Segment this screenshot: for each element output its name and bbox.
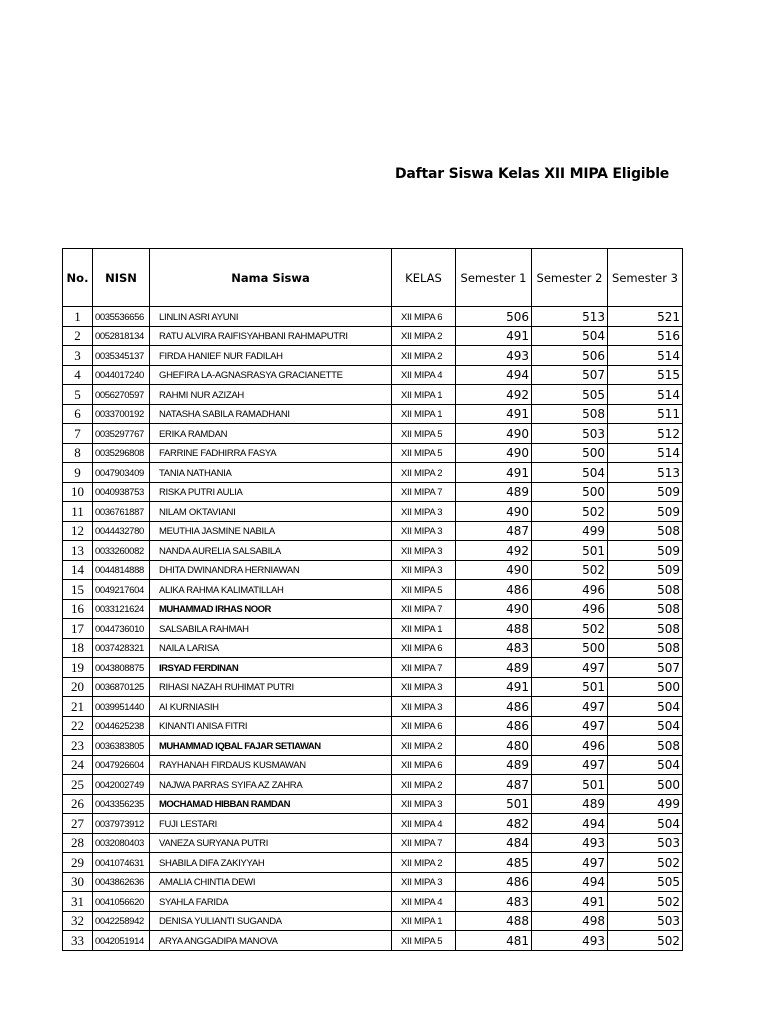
row-number-cell: 27 — [63, 814, 93, 834]
row-number-cell: 3 — [63, 346, 93, 366]
row-number-cell: 17 — [63, 619, 93, 639]
nisn-cell: 0039951440 — [93, 697, 150, 717]
semester-1-cell: 487 — [456, 521, 532, 541]
semester-1-cell: 489 — [456, 755, 532, 775]
row-number-cell: 12 — [63, 521, 93, 541]
table-row — [63, 697, 683, 717]
header-nama-siswa: Nama Siswa — [150, 249, 392, 307]
student-name-cell: RISKA PUTRI AULIA — [150, 482, 392, 502]
semester-1-cell: 483 — [456, 892, 532, 912]
semester-3-cell: 507 — [608, 658, 683, 678]
semester-2-cell: 502 — [532, 560, 608, 580]
semester-2-cell: 502 — [532, 502, 608, 522]
semester-3-cell: 504 — [608, 716, 683, 736]
semester-2-cell: 496 — [532, 580, 608, 600]
row-number-cell: 14 — [63, 560, 93, 580]
nisn-cell: 0044432780 — [93, 521, 150, 541]
table-row — [63, 541, 683, 561]
table-row — [63, 404, 683, 424]
header-semester-1: Semester 1 — [456, 249, 532, 307]
row-number-cell: 10 — [63, 482, 93, 502]
nisn-cell: 0035536656 — [93, 307, 150, 327]
row-number-cell: 30 — [63, 872, 93, 892]
class-cell: XII MIPA 4 — [392, 892, 456, 912]
semester-3-cell: 508 — [608, 599, 683, 619]
semester-1-cell: 484 — [456, 833, 532, 853]
semester-3-cell: 509 — [608, 482, 683, 502]
row-number-cell: 18 — [63, 638, 93, 658]
student-name-cell: FUJI LESTARI — [150, 814, 392, 834]
table-row — [63, 775, 683, 795]
nisn-cell: 0035297767 — [93, 424, 150, 444]
nisn-cell: 0043862636 — [93, 872, 150, 892]
row-number-cell: 23 — [63, 736, 93, 756]
semester-2-cell: 499 — [532, 521, 608, 541]
class-cell: XII MIPA 3 — [392, 521, 456, 541]
table-row — [63, 385, 683, 405]
nisn-cell: 0041056620 — [93, 892, 150, 912]
semester-2-cell: 500 — [532, 482, 608, 502]
semester-1-cell: 483 — [456, 638, 532, 658]
class-cell: XII MIPA 3 — [392, 560, 456, 580]
nisn-cell: 0044814888 — [93, 560, 150, 580]
row-number-cell: 24 — [63, 755, 93, 775]
semester-2-cell: 493 — [532, 931, 608, 951]
class-cell: XII MIPA 6 — [392, 755, 456, 775]
semester-2-cell: 501 — [532, 541, 608, 561]
semester-3-cell: 513 — [608, 463, 683, 483]
semester-3-cell: 503 — [608, 911, 683, 931]
nisn-cell: 0036870125 — [93, 677, 150, 697]
row-number-cell: 2 — [63, 326, 93, 346]
nisn-cell: 0037973912 — [93, 814, 150, 834]
semester-2-cell: 498 — [532, 911, 608, 931]
header-semester-3: Semester 3 — [608, 249, 683, 307]
semester-2-cell: 497 — [532, 755, 608, 775]
semester-2-cell: 502 — [532, 619, 608, 639]
semester-1-cell: 490 — [456, 443, 532, 463]
semester-2-cell: 501 — [532, 775, 608, 795]
nisn-cell: 0052818134 — [93, 326, 150, 346]
nisn-cell: 0044017240 — [93, 365, 150, 385]
student-name-cell: FIRDA HANIEF NUR FADILAH — [150, 346, 392, 366]
row-number-cell: 9 — [63, 463, 93, 483]
semester-3-cell: 504 — [608, 697, 683, 717]
table-row — [63, 677, 683, 697]
semester-2-cell: 501 — [532, 677, 608, 697]
student-name-cell: TANIA NATHANIA — [150, 463, 392, 483]
student-name-cell: RAHMI NUR AZIZAH — [150, 385, 392, 405]
nisn-cell: 0040938753 — [93, 482, 150, 502]
semester-2-cell: 506 — [532, 346, 608, 366]
class-cell: XII MIPA 3 — [392, 541, 456, 561]
semester-2-cell: 503 — [532, 424, 608, 444]
student-name-cell: DHITA DWINANDRA HERNIAWAN — [150, 560, 392, 580]
student-name-cell: RAYHANAH FIRDAUS KUSMAWAN — [150, 755, 392, 775]
semester-2-cell: 500 — [532, 443, 608, 463]
semester-1-cell: 491 — [456, 404, 532, 424]
row-number-cell: 22 — [63, 716, 93, 736]
semester-1-cell: 493 — [456, 346, 532, 366]
class-cell: XII MIPA 7 — [392, 658, 456, 678]
semester-3-cell: 508 — [608, 521, 683, 541]
semester-2-cell: 497 — [532, 853, 608, 873]
table-row — [63, 424, 683, 444]
semester-2-cell: 508 — [532, 404, 608, 424]
semester-3-cell: 508 — [608, 736, 683, 756]
nisn-cell: 0033700192 — [93, 404, 150, 424]
student-name-cell: ERIKA RAMDAN — [150, 424, 392, 444]
table-row — [63, 502, 683, 522]
semester-3-cell: 515 — [608, 365, 683, 385]
semester-1-cell: 482 — [456, 814, 532, 834]
table-row — [63, 365, 683, 385]
student-name-cell: MEUTHIA JASMINE NABILA — [150, 521, 392, 541]
semester-1-cell: 489 — [456, 482, 532, 502]
class-cell: XII MIPA 1 — [392, 619, 456, 639]
student-name-cell: NANDA AURELIA SALSABILA — [150, 541, 392, 561]
table-row — [63, 580, 683, 600]
semester-2-cell: 504 — [532, 463, 608, 483]
class-cell: XII MIPA 5 — [392, 931, 456, 951]
student-name-cell: FARRINE FADHIRRA FASYA — [150, 443, 392, 463]
student-name-cell: VANEZA SURYANA PUTRI — [150, 833, 392, 853]
nisn-cell: 0056270597 — [93, 385, 150, 405]
nisn-cell: 0043808875 — [93, 658, 150, 678]
semester-2-cell: 505 — [532, 385, 608, 405]
header-no: No. — [63, 249, 93, 307]
nisn-cell: 0042258942 — [93, 911, 150, 931]
student-name-cell: ARYA ANGGADIPA MANOVA — [150, 931, 392, 951]
semester-2-cell: 496 — [532, 736, 608, 756]
class-cell: XII MIPA 1 — [392, 911, 456, 931]
semester-3-cell: 502 — [608, 853, 683, 873]
class-cell: XII MIPA 6 — [392, 716, 456, 736]
nisn-cell: 0041074631 — [93, 853, 150, 873]
nisn-cell: 0032080403 — [93, 833, 150, 853]
row-number-cell: 26 — [63, 794, 93, 814]
table-row — [63, 346, 683, 366]
row-number-cell: 28 — [63, 833, 93, 853]
nisn-cell: 0047903409 — [93, 463, 150, 483]
semester-1-cell: 487 — [456, 775, 532, 795]
nisn-cell: 0035296808 — [93, 443, 150, 463]
nisn-cell: 0042002749 — [93, 775, 150, 795]
semester-2-cell: 497 — [532, 658, 608, 678]
semester-1-cell: 490 — [456, 502, 532, 522]
semester-2-cell: 494 — [532, 872, 608, 892]
student-name-cell: MOCHAMAD HIBBAN RAMDAN — [150, 794, 392, 814]
semester-1-cell: 501 — [456, 794, 532, 814]
semester-1-cell: 494 — [456, 365, 532, 385]
header-semester-2: Semester 2 — [532, 249, 608, 307]
semester-2-cell: 489 — [532, 794, 608, 814]
semester-1-cell: 481 — [456, 931, 532, 951]
semester-3-cell: 504 — [608, 755, 683, 775]
student-name-cell: NAJWA PARRAS SYIFA AZ ZAHRA — [150, 775, 392, 795]
semester-2-cell: 491 — [532, 892, 608, 912]
class-cell: XII MIPA 2 — [392, 775, 456, 795]
semester-3-cell: 508 — [608, 638, 683, 658]
semester-1-cell: 490 — [456, 424, 532, 444]
table-row — [63, 833, 683, 853]
student-name-cell: SYAHLA FARIDA — [150, 892, 392, 912]
table-row — [63, 872, 683, 892]
row-number-cell: 11 — [63, 502, 93, 522]
row-number-cell: 21 — [63, 697, 93, 717]
nisn-cell: 0047926604 — [93, 755, 150, 775]
semester-3-cell: 508 — [608, 580, 683, 600]
semester-1-cell: 488 — [456, 619, 532, 639]
table-row — [63, 482, 683, 502]
nisn-cell: 0033260082 — [93, 541, 150, 561]
nisn-cell: 0049217604 — [93, 580, 150, 600]
table-row — [63, 736, 683, 756]
student-table — [62, 248, 683, 951]
class-cell: XII MIPA 5 — [392, 443, 456, 463]
semester-3-cell: 504 — [608, 814, 683, 834]
nisn-cell: 0035345137 — [93, 346, 150, 366]
semester-1-cell: 492 — [456, 385, 532, 405]
student-name-cell: IRSYAD FERDINAN — [150, 658, 392, 678]
semester-3-cell: 502 — [608, 931, 683, 951]
semester-3-cell: 514 — [608, 385, 683, 405]
student-name-cell: RATU ALVIRA RAIFISYAHBANI RAHMAPUTRI — [150, 326, 392, 346]
student-name-cell: ALIKA RAHMA KALIMATILLAH — [150, 580, 392, 600]
row-number-cell: 4 — [63, 365, 93, 385]
table-row — [63, 619, 683, 639]
semester-2-cell: 504 — [532, 326, 608, 346]
student-name-cell: NILAM OKTAVIANI — [150, 502, 392, 522]
class-cell: XII MIPA 2 — [392, 853, 456, 873]
table-row — [63, 658, 683, 678]
semester-1-cell: 485 — [456, 853, 532, 873]
table-row — [63, 307, 683, 327]
row-number-cell: 16 — [63, 599, 93, 619]
row-number-cell: 33 — [63, 931, 93, 951]
row-number-cell: 25 — [63, 775, 93, 795]
semester-3-cell: 514 — [608, 346, 683, 366]
student-name-cell: KINANTI ANISA FITRI — [150, 716, 392, 736]
table-row — [63, 794, 683, 814]
student-name-cell: NATASHA SABILA RAMADHANI — [150, 404, 392, 424]
nisn-cell: 0044625238 — [93, 716, 150, 736]
semester-3-cell: 509 — [608, 560, 683, 580]
semester-3-cell: 503 — [608, 833, 683, 853]
semester-2-cell: 496 — [532, 599, 608, 619]
student-name-cell: MUHAMMAD IQBAL FAJAR SETIAWAN — [150, 736, 392, 756]
class-cell: XII MIPA 1 — [392, 385, 456, 405]
row-number-cell: 15 — [63, 580, 93, 600]
class-cell: XII MIPA 2 — [392, 736, 456, 756]
semester-2-cell: 500 — [532, 638, 608, 658]
student-name-cell: MUHAMMAD IRHAS NOOR — [150, 599, 392, 619]
semester-1-cell: 491 — [456, 677, 532, 697]
semester-3-cell: 508 — [608, 619, 683, 639]
nisn-cell: 0036383805 — [93, 736, 150, 756]
class-cell: XII MIPA 5 — [392, 580, 456, 600]
table-row — [63, 443, 683, 463]
row-number-cell: 29 — [63, 853, 93, 873]
class-cell: XII MIPA 3 — [392, 677, 456, 697]
class-cell: XII MIPA 7 — [392, 833, 456, 853]
class-cell: XII MIPA 4 — [392, 365, 456, 385]
table-row — [63, 814, 683, 834]
semester-1-cell: 506 — [456, 307, 532, 327]
semester-1-cell: 480 — [456, 736, 532, 756]
nisn-cell: 0043356235 — [93, 794, 150, 814]
row-number-cell: 6 — [63, 404, 93, 424]
class-cell: XII MIPA 2 — [392, 463, 456, 483]
semester-1-cell: 492 — [456, 541, 532, 561]
semester-3-cell: 505 — [608, 872, 683, 892]
class-cell: XII MIPA 3 — [392, 794, 456, 814]
row-number-cell: 31 — [63, 892, 93, 912]
class-cell: XII MIPA 3 — [392, 697, 456, 717]
student-name-cell: SALSABILA RAHMAH — [150, 619, 392, 639]
semester-2-cell: 494 — [532, 814, 608, 834]
semester-1-cell: 490 — [456, 560, 532, 580]
semester-1-cell: 486 — [456, 697, 532, 717]
table-header — [63, 249, 683, 307]
semester-3-cell: 500 — [608, 677, 683, 697]
class-cell: XII MIPA 7 — [392, 599, 456, 619]
nisn-cell: 0042051914 — [93, 931, 150, 951]
student-name-cell: LINLIN ASRI AYUNI — [150, 307, 392, 327]
class-cell: XII MIPA 2 — [392, 326, 456, 346]
student-name-cell: NAILA LARISA — [150, 638, 392, 658]
semester-1-cell: 486 — [456, 716, 532, 736]
student-name-cell: AI KURNIASIH — [150, 697, 392, 717]
semester-3-cell: 511 — [608, 404, 683, 424]
row-number-cell: 1 — [63, 307, 93, 327]
row-number-cell: 19 — [63, 658, 93, 678]
class-cell: XII MIPA 3 — [392, 872, 456, 892]
header-row — [63, 249, 683, 307]
student-name-cell: RIHASI NAZAH RUHIMAT PUTRI — [150, 677, 392, 697]
semester-3-cell: 500 — [608, 775, 683, 795]
semester-3-cell: 516 — [608, 326, 683, 346]
header-nisn: NISN — [93, 249, 150, 307]
table-row — [63, 892, 683, 912]
nisn-cell: 0037428321 — [93, 638, 150, 658]
table-row — [63, 463, 683, 483]
row-number-cell: 8 — [63, 443, 93, 463]
student-name-cell: SHABILA DIFA ZAKIYYAH — [150, 853, 392, 873]
class-cell: XII MIPA 4 — [392, 814, 456, 834]
nisn-cell: 0036761887 — [93, 502, 150, 522]
class-cell: XII MIPA 2 — [392, 346, 456, 366]
semester-1-cell: 491 — [456, 463, 532, 483]
semester-3-cell: 502 — [608, 892, 683, 912]
student-name-cell: DENISA YULIANTI SUGANDA — [150, 911, 392, 931]
row-number-cell: 20 — [63, 677, 93, 697]
table-body — [63, 307, 683, 951]
class-cell: XII MIPA 5 — [392, 424, 456, 444]
semester-3-cell: 499 — [608, 794, 683, 814]
header-kelas: KELAS — [392, 249, 456, 307]
semester-1-cell: 488 — [456, 911, 532, 931]
student-name-cell: AMALIA CHINTIA DEWI — [150, 872, 392, 892]
table-row — [63, 911, 683, 931]
row-number-cell: 7 — [63, 424, 93, 444]
semester-2-cell: 513 — [532, 307, 608, 327]
row-number-cell: 13 — [63, 541, 93, 561]
row-number-cell: 32 — [63, 911, 93, 931]
semester-2-cell: 497 — [532, 716, 608, 736]
table-row — [63, 638, 683, 658]
table-row — [63, 599, 683, 619]
semester-1-cell: 486 — [456, 580, 532, 600]
semester-3-cell: 509 — [608, 502, 683, 522]
row-number-cell: 5 — [63, 385, 93, 405]
table-row — [63, 853, 683, 873]
class-cell: XII MIPA 1 — [392, 404, 456, 424]
page-title: Daftar Siswa Kelas XII MIPA Eligible — [395, 166, 670, 182]
semester-1-cell: 490 — [456, 599, 532, 619]
semester-2-cell: 493 — [532, 833, 608, 853]
semester-2-cell: 507 — [532, 365, 608, 385]
table-row — [63, 326, 683, 346]
semester-1-cell: 489 — [456, 658, 532, 678]
semester-3-cell: 514 — [608, 443, 683, 463]
table-row — [63, 521, 683, 541]
student-name-cell: GHEFIRA LA-AGNASRASYA GRACIANETTE — [150, 365, 392, 385]
class-cell: XII MIPA 6 — [392, 638, 456, 658]
class-cell: XII MIPA 7 — [392, 482, 456, 502]
semester-3-cell: 509 — [608, 541, 683, 561]
table-row — [63, 931, 683, 951]
semester-2-cell: 497 — [532, 697, 608, 717]
table-row — [63, 755, 683, 775]
nisn-cell: 0033121624 — [93, 599, 150, 619]
class-cell: XII MIPA 6 — [392, 307, 456, 327]
nisn-cell: 0044736010 — [93, 619, 150, 639]
semester-3-cell: 512 — [608, 424, 683, 444]
class-cell: XII MIPA 3 — [392, 502, 456, 522]
semester-1-cell: 486 — [456, 872, 532, 892]
table-row — [63, 716, 683, 736]
semester-3-cell: 521 — [608, 307, 683, 327]
table-row — [63, 560, 683, 580]
semester-1-cell: 491 — [456, 326, 532, 346]
